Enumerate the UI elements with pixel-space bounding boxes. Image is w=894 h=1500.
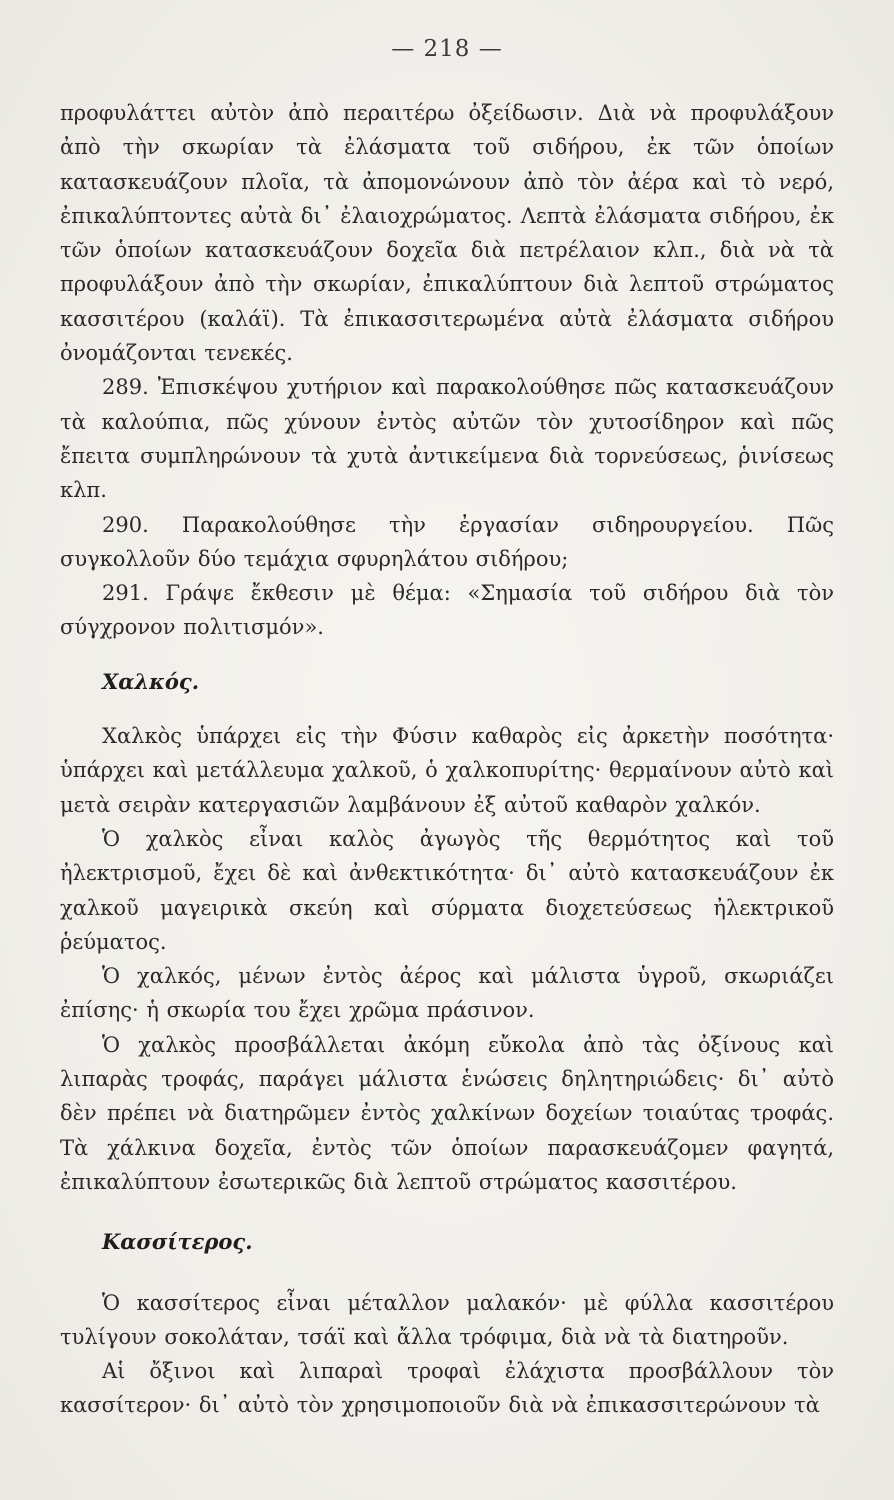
page-number: — 218 — (391, 36, 503, 62)
paragraph-exercise-290: 290. Παρακολούθησε τὴν ἐργασίαν σιδηρουργείου. Πῶς συγκολλοῦν δύο τεμάχια σφυρηλάτου σιδήρου; (60, 512, 834, 571)
paragraph-exercise-289: 289. Ἐπισκέψου χυτήριον καὶ παρακολούθησε πῶς κατασκευάζουν τὰ καλούπια, πῶς χύνουν ἐντὸς αὐτῶν τὸν χυτοσίδηρον καὶ πῶς ἔπειτα συμπληρώνουν τὰ χυτὰ ἀντικείμενα διὰ τορνεύσεως, ῥινίσεως κλπ. (60, 375, 834, 503)
page-body (60, 96, 834, 1423)
paragraph-exercise-291: 291. Γράψε ἔκθεσιν μὲ θέμα: «Σημασία τοῦ σιδήρου διὰ τὸν σύγχρονον πολιτισμόν». (60, 581, 834, 640)
paragraph-tin-soft: Ὁ κασσίτερος εἶναι μέταλλον μαλακόν· μὲ φύλλα κασσιτέρου τυλίγουν σοκολάταν, τσάϊ καὶ ἄλλα τρόφιμα, διὰ νὰ τὰ διατηροῦν. (60, 1290, 834, 1349)
paragraph-iron-protection: προφυλάττει αὐτὸν ἀπὸ περαιτέρω ὀξείδωσιν. Διὰ νὰ προφυλάξουν ἀπὸ τὴν σκωρίαν τὰ ἐλάσματα τοῦ σιδήρου, ἐκ τῶν ὁποίων κατασκευάζουν πλοῖα, τὰ ἀπομονώνουν ἀπὸ τὸν ἀέρα καὶ τὸ νερό, ἐπικαλύπτοντες αὐτὰ δι᾽ ἐλαιοχρώματος. Λεπτὰ ἐλάσματα σιδήρου, ἐκ τῶν ὁποίων κατασκευάζουν δοχεῖα διὰ πετρέλαιον κλπ., διὰ νὰ τὰ προφυλάξουν ἀπὸ τὴν σκωρίαν, ἐπικαλύπτουν διὰ λεπτοῦ στρώματος κασσιτέρου (καλάϊ). Τὰ ἐπικασσιτερωμένα αὐτὰ ἐλάσματα σιδήρου ὀνομάζονται τενεκές. (60, 101, 834, 366)
paragraph-copper-food: Ὁ χαλκὸς προσβάλλεται ἀκόμη εὔκολα ἀπὸ τὰς ὀξίνους καὶ λιπαρὰς τροφάς, παράγει μάλιστα ἑνώσεις δηλητηριώδεις· δι᾽ αὐτὸ δὲν πρέπει νὰ διατηρῶμεν ἐντὸς χαλκίνων δοχείων τοιαύτας τροφάς. Τὰ χάλκινα δοχεῖα, ἐντὸς τῶν ὁποίων παρασκευάζομεν φαγητά, ἐπικαλύπτουν ἐσωτερικῶς διὰ λεπτοῦ στρώματος κασσιτέρου. (60, 1032, 834, 1194)
paragraph-copper-conductor: Ὁ χαλκὸς εἶναι καλὸς ἀγωγὸς τῆς θερμότητος καὶ τοῦ ἠλεκτρισμοῦ, ἔχει δὲ καὶ ἀνθεκτικότητα· δι᾽ αὐτὸ κατασκευάζουν ἐκ χαλκοῦ μαγειρικὰ σκεύη καὶ σύρματα διοχετεύσεως ἠλεκτρικοῦ ῥεύματος. (60, 826, 834, 954)
section-heading-tin: Κασσίτερος. (102, 1229, 253, 1255)
paragraph-tin-acid: Αἱ ὄξινοι καὶ λιπαραὶ τροφαὶ ἐλάχιστα προσβάλλουν τὸν κασσίτερον· δι᾽ αὐτὸ τὸν χρησιμοποιοῦν διὰ νὰ ἐπικασσιτερώνουν τὰ (60, 1359, 834, 1418)
section-heading-copper: Χαλκός. (102, 668, 200, 694)
paragraph-copper-occurrence: Χαλκὸς ὑπάρχει εἰς τὴν Φύσιν καθαρὸς εἰς ἀρκετὴν ποσότητα· ὑπάρχει καὶ μετάλλευμα χαλκοῦ, ὁ χαλκοπυρίτης· θερμαίνουν αὐτὸ καὶ μετὰ σειρὰν κατεργασιῶν λαμβάνουν ἐξ αὐτοῦ καθαρὸν χαλκόν. (60, 724, 834, 817)
paragraph-copper-rust: Ὁ χαλκός, μένων ἐντὸς ἀέρος καὶ μάλιστα ὑγροῦ, σκωριάζει ἐπίσης· ἡ σκωρία του ἔχει χρῶμα πράσινον. (60, 964, 834, 1023)
